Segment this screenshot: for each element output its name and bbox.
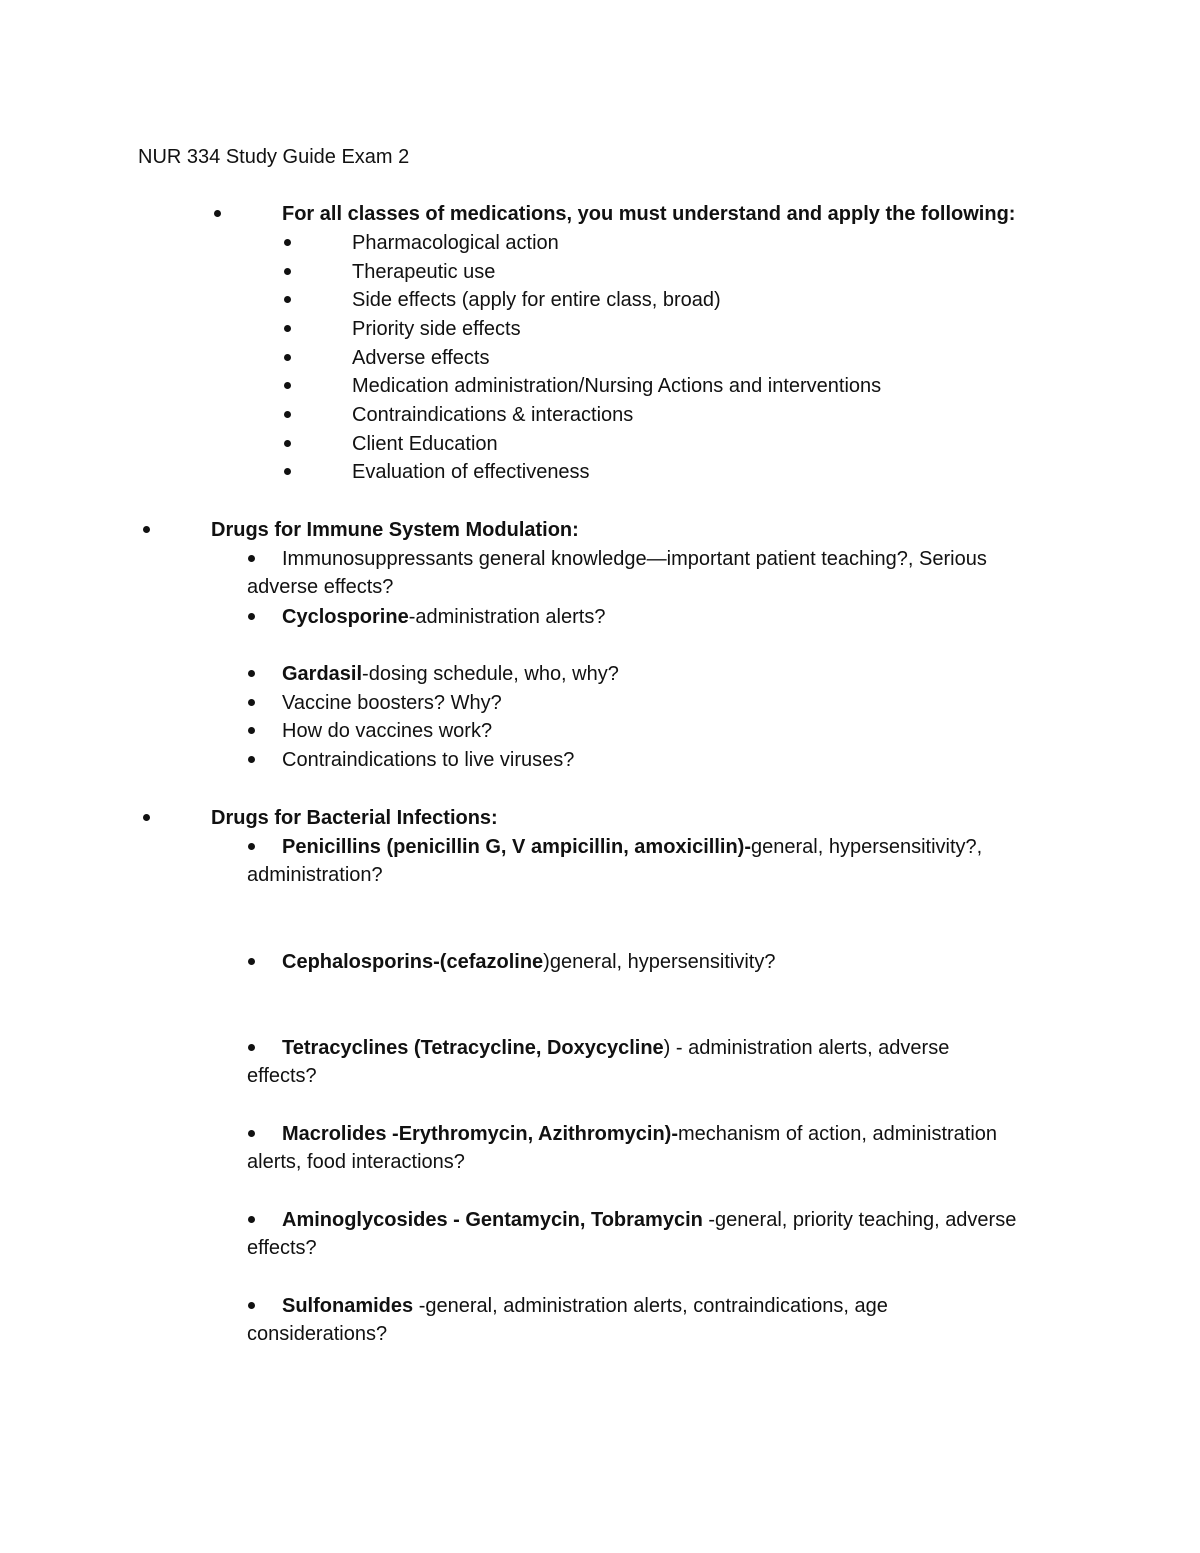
bullet-icon [248,555,255,562]
bullet-icon [248,613,255,620]
list-item [282,660,619,688]
list-item-continuation: considerations? [247,1323,388,1345]
drug-note: -administration alerts? [408,606,606,628]
bullet-icon [284,268,291,275]
section-general-heading: For all classes of medications, you must understand and apply the following: [282,203,1016,225]
list-item [282,1292,888,1320]
drug-name: Gardasil [282,663,363,685]
bullet-icon [248,1044,255,1051]
drug-name: Sulfonamides [282,1295,414,1317]
list-item: Therapeutic use [352,261,496,283]
drug-name: Aminoglycosides - Gentamycin, Tobramycin [282,1209,703,1231]
list-item-continuation: alerts, food interactions? [247,1151,465,1173]
bullet-icon [248,1216,255,1223]
bullet-icon [284,296,291,303]
list-item [282,833,982,861]
bullet-icon [284,440,291,447]
list-item [282,1206,1016,1234]
bullet-icon [248,1302,255,1309]
list-item: Adverse effects [352,347,490,369]
bullet-icon [248,699,255,706]
drug-note: -dosing schedule, who, why? [362,663,619,685]
drug-note: general, hypersensitivity?, [751,836,983,858]
drug-name: Tetracyclines (Tetracycline, Doxycycline [282,1037,664,1059]
list-item-continuation: effects? [247,1237,317,1259]
list-item: Side effects (apply for entire class, broad) [352,289,721,311]
list-item [282,948,776,976]
list-item: How do vaccines work? [282,720,493,742]
list-item: Client Education [352,433,498,455]
list-item: Priority side effects [352,318,521,340]
drug-note: ) - administration alerts, adverse [663,1037,950,1059]
list-item: Contraindications & interactions [352,404,634,426]
section-immune-heading: Drugs for Immune System Modulation: [211,519,579,541]
bullet-icon [248,958,255,965]
list-item: Immunosuppressants general knowledge—important patient teaching?, Serious [282,548,987,570]
drug-name: Cephalosporins-(cefazoline [282,951,544,973]
bullet-icon [248,670,255,677]
bullet-icon [248,727,255,734]
list-item: Evaluation of effectiveness [352,461,590,483]
bullet-icon [284,382,291,389]
drug-note: )general, hypersensitivity? [543,951,776,973]
list-item-continuation: administration? [247,864,383,886]
bullet-icon [248,756,255,763]
list-item [282,603,605,631]
drug-note: mechanism of action, administration [678,1123,998,1145]
bullet-icon [143,526,150,533]
drug-name: Penicillins (penicillin G, V ampicillin, amoxicillin)- [282,836,751,858]
bullet-icon [284,239,291,246]
bullet-icon [214,210,221,217]
bullet-icon [284,411,291,418]
list-item [282,1120,997,1148]
section-bacterial-heading: Drugs for Bacterial Infections: [211,807,498,829]
drug-name: Macrolides -Erythromycin, Azithromycin)- [282,1123,678,1145]
drug-note: -general, administration alerts, contraindications, age [413,1295,888,1317]
bullet-icon [143,814,150,821]
bullet-icon [248,1130,255,1137]
list-item: Contraindications to live viruses? [282,749,575,771]
drug-note: -general, priority teaching, adverse [702,1209,1017,1231]
list-item: Medication administration/Nursing Actions and interventions [352,375,882,397]
list-item: Vaccine boosters? Why? [282,692,502,714]
doc-title: NUR 334 Study Guide Exam 2 [138,146,410,168]
list-item-continuation: adverse effects? [247,576,394,598]
drug-name: Cyclosporine [282,606,409,628]
list-item [282,1034,949,1062]
bullet-icon [284,468,291,475]
bullet-icon [284,325,291,332]
list-item: Pharmacological action [352,232,559,254]
bullet-icon [248,843,255,850]
bullet-icon [284,354,291,361]
list-item-continuation: effects? [247,1065,317,1087]
